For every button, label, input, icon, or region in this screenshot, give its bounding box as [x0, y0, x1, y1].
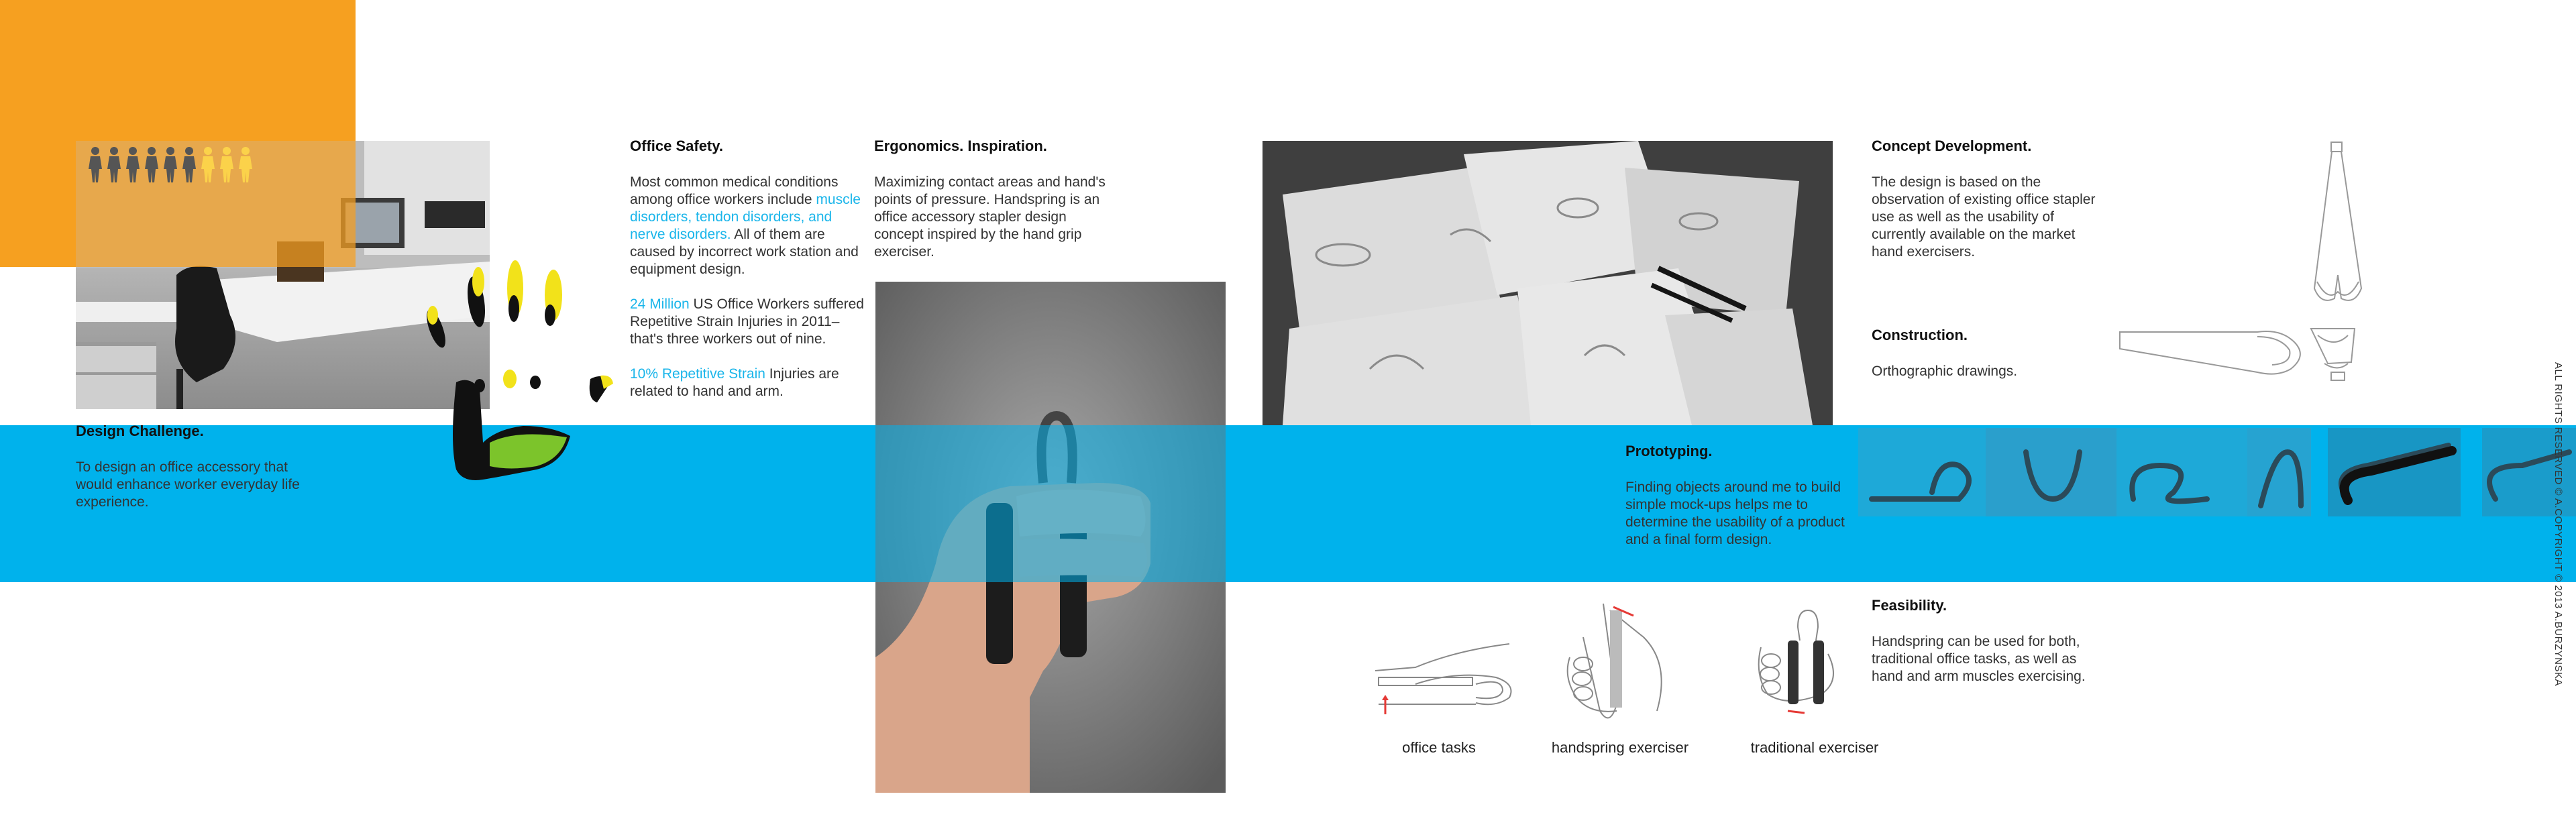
usage-drawing-traditional: [1748, 607, 1862, 721]
handprint-graphic: [416, 241, 617, 490]
ergonomics-text: Maximizing contact areas and hand's points of pressure. Handspring is an office accessory stapler design concept inspired by the hand grip exerciser.: [874, 174, 1106, 260]
concept-heading: Concept Development.: [1872, 137, 2032, 154]
concept-text: The design is based on the observation of existing office stapler use as well as the usability of currently available on the market hand exercisers.: [1872, 174, 2096, 260]
prototyping-text: Finding objects around me to build simple mock-ups helps me to determine the usability of a product and a final form design.: [1625, 480, 1845, 547]
design-challenge-text: To design an office accessory that would enhance worker everyday life experience.: [76, 459, 300, 510]
prototyping-heading: Prototyping.: [1625, 443, 1713, 459]
construction-section: [1872, 327, 2100, 380]
worker-figure-icon: [220, 147, 233, 182]
construction-text: Orthographic drawings.: [1872, 364, 2018, 379]
orthographic-drawing: [2116, 322, 2385, 396]
sketches-photo: [1263, 141, 1833, 425]
worker-figure-icon: [89, 147, 102, 182]
prototype-photos: [1858, 425, 2576, 519]
prototyping-section: [1625, 443, 1847, 549]
usage-drawing-office: [1375, 630, 1523, 724]
office-safety-paragraph-3: [630, 366, 865, 400]
worker-figure-icon: [107, 147, 121, 182]
worker-figure-icon: [126, 147, 140, 182]
feasibility-text: Handspring can be used for both, traditional office tasks, as well as hand and arm muscles exercising.: [1872, 634, 2086, 684]
text-span: US Office Workers suffered Repetitive Strain Injuries in 2011– that's three workers out of nine.: [630, 296, 864, 347]
concept-section: [1872, 137, 2100, 261]
ergonomics-heading: Ergonomics. Inspiration.: [874, 137, 1047, 154]
design-challenge-heading: Design Challenge.: [76, 423, 204, 439]
construction-heading: Construction.: [1872, 327, 1968, 343]
ergonomics-section: [874, 137, 1106, 261]
worker-figure-icon: [201, 147, 215, 182]
feasibility-section: [1872, 597, 2100, 685]
concept-drawing: [2308, 141, 2368, 309]
design-challenge-section: [76, 423, 311, 511]
text-span: All of them are caused by incorrect work station and equipment design.: [630, 227, 859, 277]
caption-office-tasks: office tasks: [1402, 739, 1476, 756]
caption-traditional-exerciser: traditional exerciser: [1750, 739, 1879, 756]
text-span: Most common medical conditions among office workers include: [630, 174, 839, 207]
worker-figure-icon: [145, 147, 158, 182]
office-safety-paragraph-2: [630, 296, 865, 348]
feasibility-heading: Feasibility.: [1872, 597, 1947, 614]
highlight-text: 24 Million: [630, 296, 690, 312]
worker-figure-icon: [164, 147, 177, 182]
text-span: Injuries are related to hand and arm.: [630, 366, 839, 399]
office-safety-paragraph-1: [630, 174, 865, 278]
office-safety-section: [630, 137, 865, 418]
usage-drawing-handspring: [1563, 597, 1677, 731]
workers-pictogram: [86, 146, 260, 184]
highlight-text: 10% Repetitive Strain: [630, 366, 765, 382]
worker-figure-icon: [182, 147, 196, 182]
worker-figure-icon: [239, 147, 252, 182]
blue-overlay: [875, 425, 1226, 582]
office-safety-heading: Office Safety.: [630, 137, 723, 154]
copyright-vertical: ALL RIGHTS RESERVED © A.COPYRIGHT © 2013 A.BURZYNSKA: [2553, 362, 2564, 686]
highlight-text: muscle disorders, tendon disorders, and nerve disorders.: [630, 192, 861, 242]
caption-handspring-exerciser: handspring exerciser: [1551, 739, 1689, 756]
